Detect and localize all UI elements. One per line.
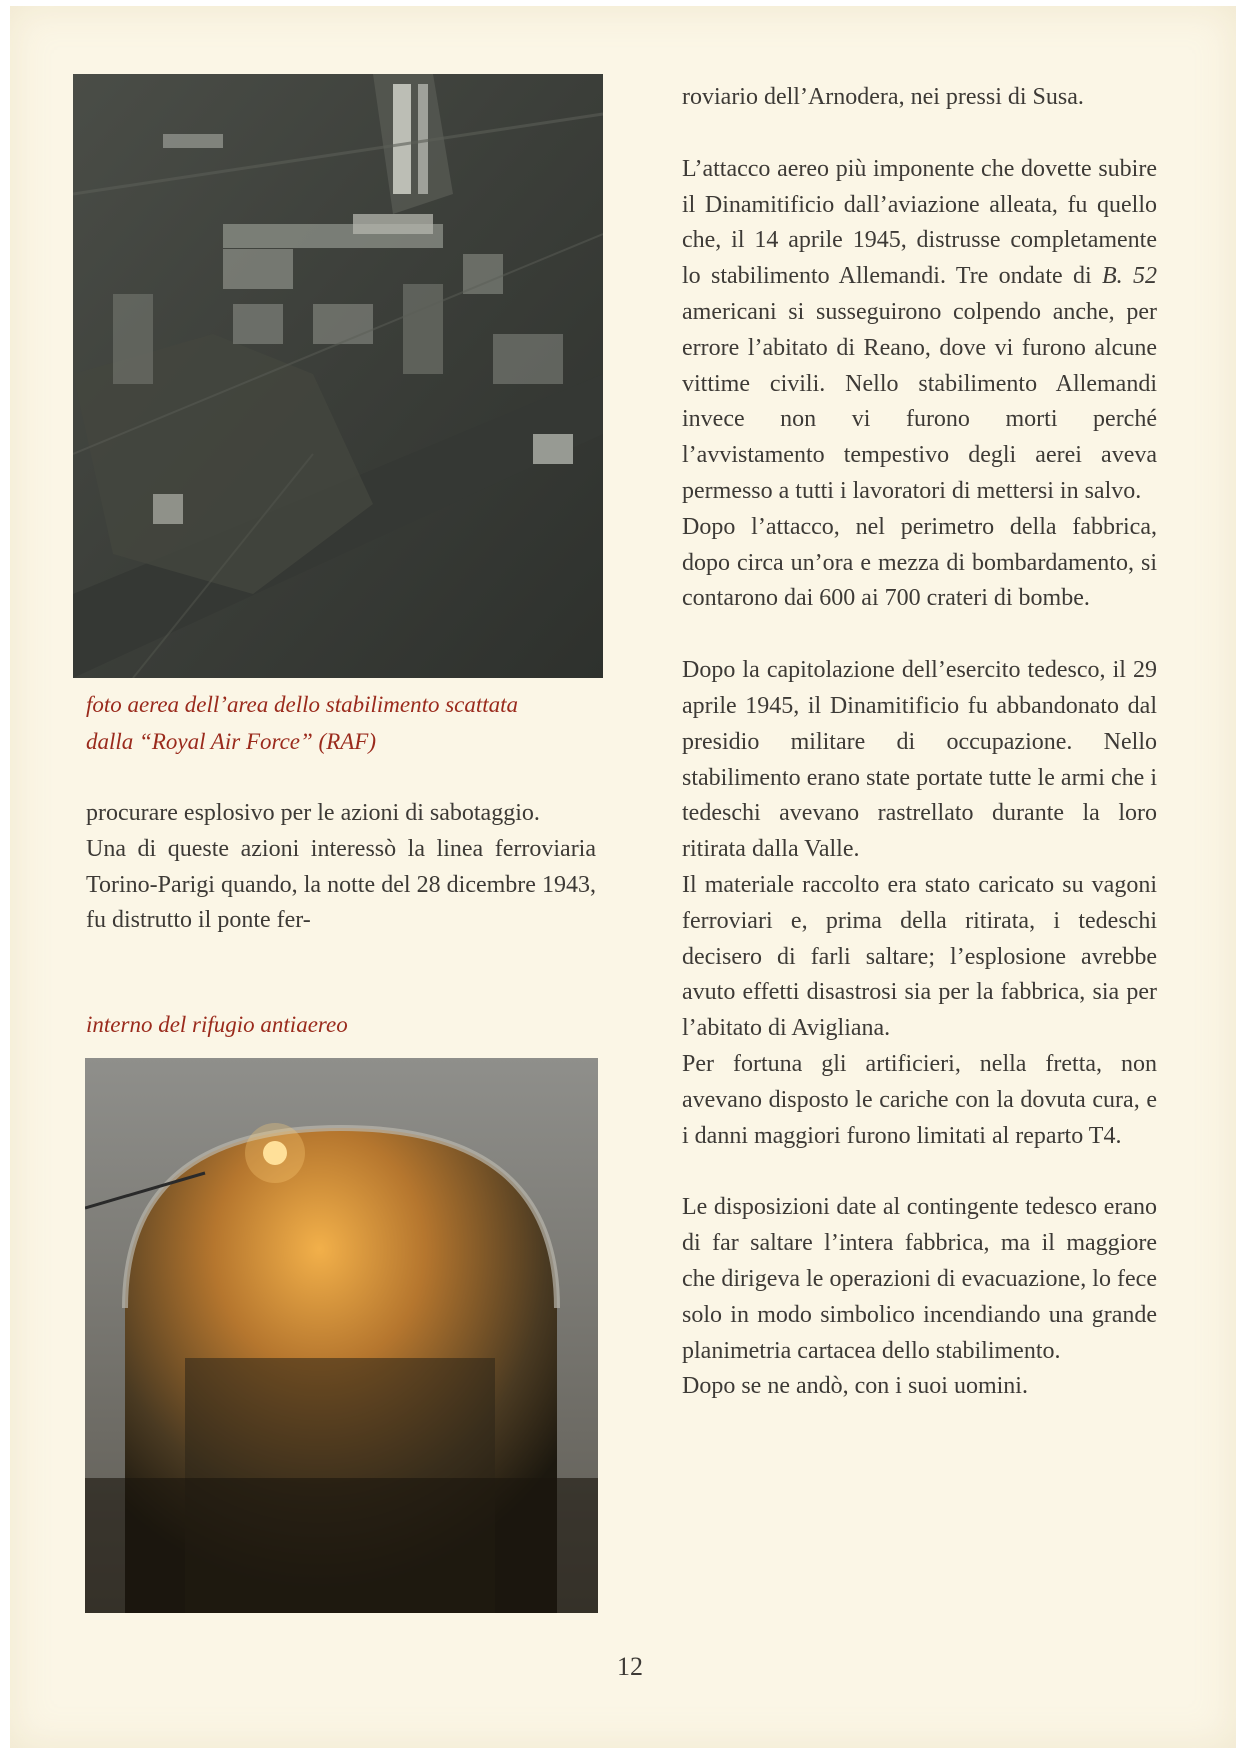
right-paragraph-2-end: americani si susseguirono colpendo anche, per errore l’abitato di Reano, dove vi furono alcune vittime civili. Nello stabilimento Allemandi invece non vi furono morti perché l’avvistamento tempestivo degli aerei aveva permesso a tutti i lavoratori di mettersi in salvo. — [682, 298, 1157, 504]
right-paragraph-5: Il materiale raccolto era stato caricato su vagoni ferroviari e, prima della ritirata, i tedeschi decisero di farli saltare; l’esplosione avrebbe avuto effetti disastrosi sia per la fabbrica, sia per l’abitato di Avigliana. — [682, 871, 1157, 1042]
page-number: 12 — [617, 1652, 643, 1681]
right-paragraph-2 — [682, 152, 1157, 510]
right-paragraph-3: Dopo l’attacco, nel perimetro della fabbrica, dopo circa un’ora e mezza di bombardamento, si contarono dai 600 ai 700 crateri di bombe. — [682, 513, 1157, 612]
right-paragraph-7: Le disposizioni date al contingente tedesco erano di far saltare l’intera fabbrica, ma il maggiore che dirigeva le operazioni di evacuazione, lo fece solo in modo simbolico incendiando una grande planimetria cartacea dello stabilimento. — [682, 1194, 1157, 1364]
right-paragraph-2-start: L’attacco aereo più imponente che dovette subire il Dinamitificio dall’aviazione alleata, fu quello che, il 14 aprile 1945, distrusse completamente lo stabilimento Allemandi. Tre ondate di — [682, 155, 1157, 290]
right-paragraph-1: roviario dell’Arnodera, nei pressi di Susa. — [682, 84, 1084, 110]
aerial-caption-line-2: dalla “Royal Air Force” (RAF) — [86, 729, 377, 754]
right-text-column — [682, 80, 1157, 1405]
left-text-column — [86, 796, 596, 939]
paragraph-gap — [682, 617, 1157, 653]
right-paragraph-4: Dopo la capitolazione dell’esercito tedesco, il 29 aprile 1945, il Dinamitificio fu abbandonato dal presidio militare di occupazione. Nello stabilimento erano state portate tutte le armi che i tedeschi avevano rastrellato durante la loro ritirata dalla Valle. — [682, 657, 1157, 863]
right-paragraph-8: Dopo se ne andò, con i suoi uomini. — [682, 1373, 1028, 1400]
paragraph-gap — [682, 116, 1157, 152]
aerial-caption-line-1: foto aerea dell’area dello stabilimento scattata — [86, 692, 519, 717]
aerial-photo — [73, 74, 603, 678]
paragraph-gap — [682, 1154, 1157, 1190]
aircraft-model: B. 52 — [1101, 263, 1157, 290]
tunnel-photo-caption: interno del rifugio antiaereo — [86, 1012, 348, 1037]
tunnel-photo — [85, 1058, 598, 1613]
left-paragraph-2: Una di queste azioni interessò la linea ferroviaria Torino-Parigi quando, la notte del 28 dicembre 1943, fu distrutto il ponte fer- — [86, 835, 596, 934]
right-paragraph-6: Per fortuna gli artificieri, nella fretta, non avevano disposto le cariche con la dovuta cura, e i danni maggiori furono limitati al reparto T4. — [682, 1050, 1157, 1149]
left-paragraph-1: procurare esplosivo per le azioni di sabotaggio. — [86, 800, 540, 826]
aerial-photo-caption — [86, 686, 606, 760]
